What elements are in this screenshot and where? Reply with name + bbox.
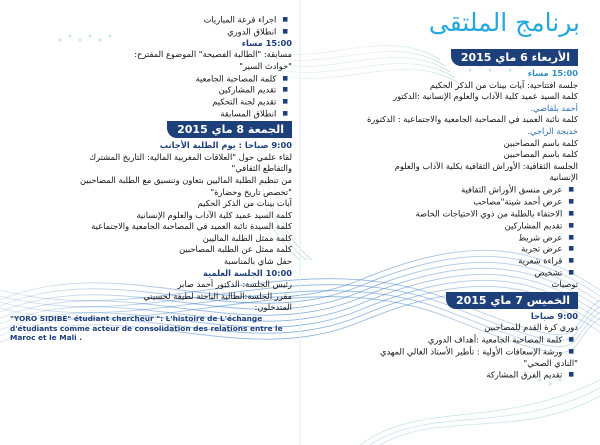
program-line: رئيس الجلسة: الدكتور أحمد صابر (177, 279, 292, 290)
program-line: والتقاطع الثقافي" (231, 163, 292, 174)
program-line: كلمة نائبة العميد في المصاحبة الجامعية والاجتماعية : الدكتورة (366, 114, 578, 125)
program-line: كلمة ممثل عن الطلبة المصاحبين (179, 244, 292, 255)
program-line: من تنظيم الطلبة الماليين بتعاون وتنسيق مع الطلبة المصاحبين (80, 174, 292, 185)
program-line: "النادي الصحي" (523, 357, 578, 368)
bullet-item: ■ تقديم المشاركين (318, 220, 578, 232)
left-column (10, 14, 292, 343)
program-line: مسابقة: "الطالبة الفصيحة" الموضوع المقترح: (134, 49, 292, 60)
program-line: "حوادث السير" (239, 60, 292, 71)
program-line: كلمة السيد عميد كلية الآداب والعلوم الإنسانية (136, 209, 292, 220)
bullet-item: ■ تقديم الفرق المشاركة (318, 369, 578, 381)
program-line: جلسة افتتاحية: آيات بينات من الذكر الحكيم (429, 79, 578, 90)
speaker-name: خديجة الراجي. (527, 125, 578, 136)
bullet-item: ■ انطلاق الدوري (10, 26, 292, 38)
program-line: توصيات (551, 279, 578, 290)
program-line: كلمة باسم المصاحبين (503, 137, 578, 148)
program-line: كلمة باسم المصاحبين (503, 149, 578, 160)
bullet-item: ■ كلمة المصاحبة الجامعية :أهداف الدوري (318, 334, 578, 346)
bullet-item: ■ كلمة المصاحبة الجامعية (10, 73, 292, 85)
program-line: حفل شاي بالمناسبة (224, 256, 292, 267)
bullet-item: ■ قراءة شعرية (318, 255, 578, 267)
bullet-item: ■ تشخيص (318, 267, 578, 279)
program-line: الجلسة الثقافية: الأوراش الثقافية بكلية الآداب والعلوم (394, 160, 578, 171)
bullet-item: ■ عرض شريط (318, 232, 578, 244)
bullet-item: ■ عرض منسق الأوراش الثقافية (318, 184, 578, 196)
time-label: 9:00 صباحا (530, 310, 578, 321)
bullet-item: ■ عرض تجربة (318, 243, 578, 255)
program-line: كلمة السيد عميد كلية الآداب والعلوم الإنسانية :الدكتور (393, 91, 578, 102)
program-line: دوري كرة القدم للمصاحبين (484, 322, 578, 333)
bullet-item: ■ ورشة الإسعافات الأولية : تأطير الأستاذ الغالي المهدي (318, 346, 578, 358)
program-line: مقرر الجلسة:الطالبة الباحثة لطيفة لحسيني (143, 290, 292, 301)
speaker-name: أحمد بلقاضي. (530, 102, 578, 113)
program-line: كلمة السيدة نائبة العميد في المصاحبة الجامعية والاجتماعية (91, 221, 292, 232)
program-line: آيات بينات من الذكر الحكيم (197, 198, 292, 209)
program-line: كلمة ممثل الطلبة الماليين (202, 232, 292, 243)
day-header-friday: الجمعة 8 ماي 2015 (167, 121, 292, 138)
bullet-item: ■ تقديم المشاركين (10, 84, 292, 96)
bottom-wave-decoration (360, 380, 600, 445)
time-label: 9:00 صباحا : يوم الطلبة الأجانب (159, 140, 292, 151)
speaker-note-french: "YORO SIDIBE" étudiant chercheur ": L'histoire de L'échange d'étudiants comme acteur de consolidation des relations entre le Maroc et le Mali . (10, 314, 283, 343)
bullet-item: ■ تقديم لجنة التحكيم (10, 96, 292, 108)
bullet-item: ■ عرض أحمد شيتة"مصاحب (318, 196, 578, 208)
day-header-thursday: الخميس 7 ماي 2015 (446, 292, 578, 309)
day-header-wednesday: الأربعاء 6 ماي 2015 (451, 49, 578, 66)
program-title: برنامج الملتقى (428, 8, 580, 37)
program-line: لقاء علمي حول "العلاقات المغربية المالية: التاريخ المشترك (89, 151, 292, 162)
bullet-item: ■ انطلاق المسابقة (10, 108, 292, 120)
program-line: المتدخلون: (254, 302, 292, 313)
time-label: 15:00 مساء (527, 68, 578, 78)
bullet-item: ■ الاحتفاء بالطلبة من ذوي الاحتياجات الخاصة (318, 208, 578, 220)
bullet-item: ■ اجراء قرعة المباريات (10, 14, 292, 26)
time-label: 15:00 مساء (241, 37, 292, 48)
session-time-label: 10:00 الجلسة العلمية (202, 267, 292, 278)
program-line: "تخصص تاريخ وحضارة" (210, 186, 292, 197)
right-column (318, 48, 578, 381)
program-line: الإنسانية (549, 172, 578, 183)
